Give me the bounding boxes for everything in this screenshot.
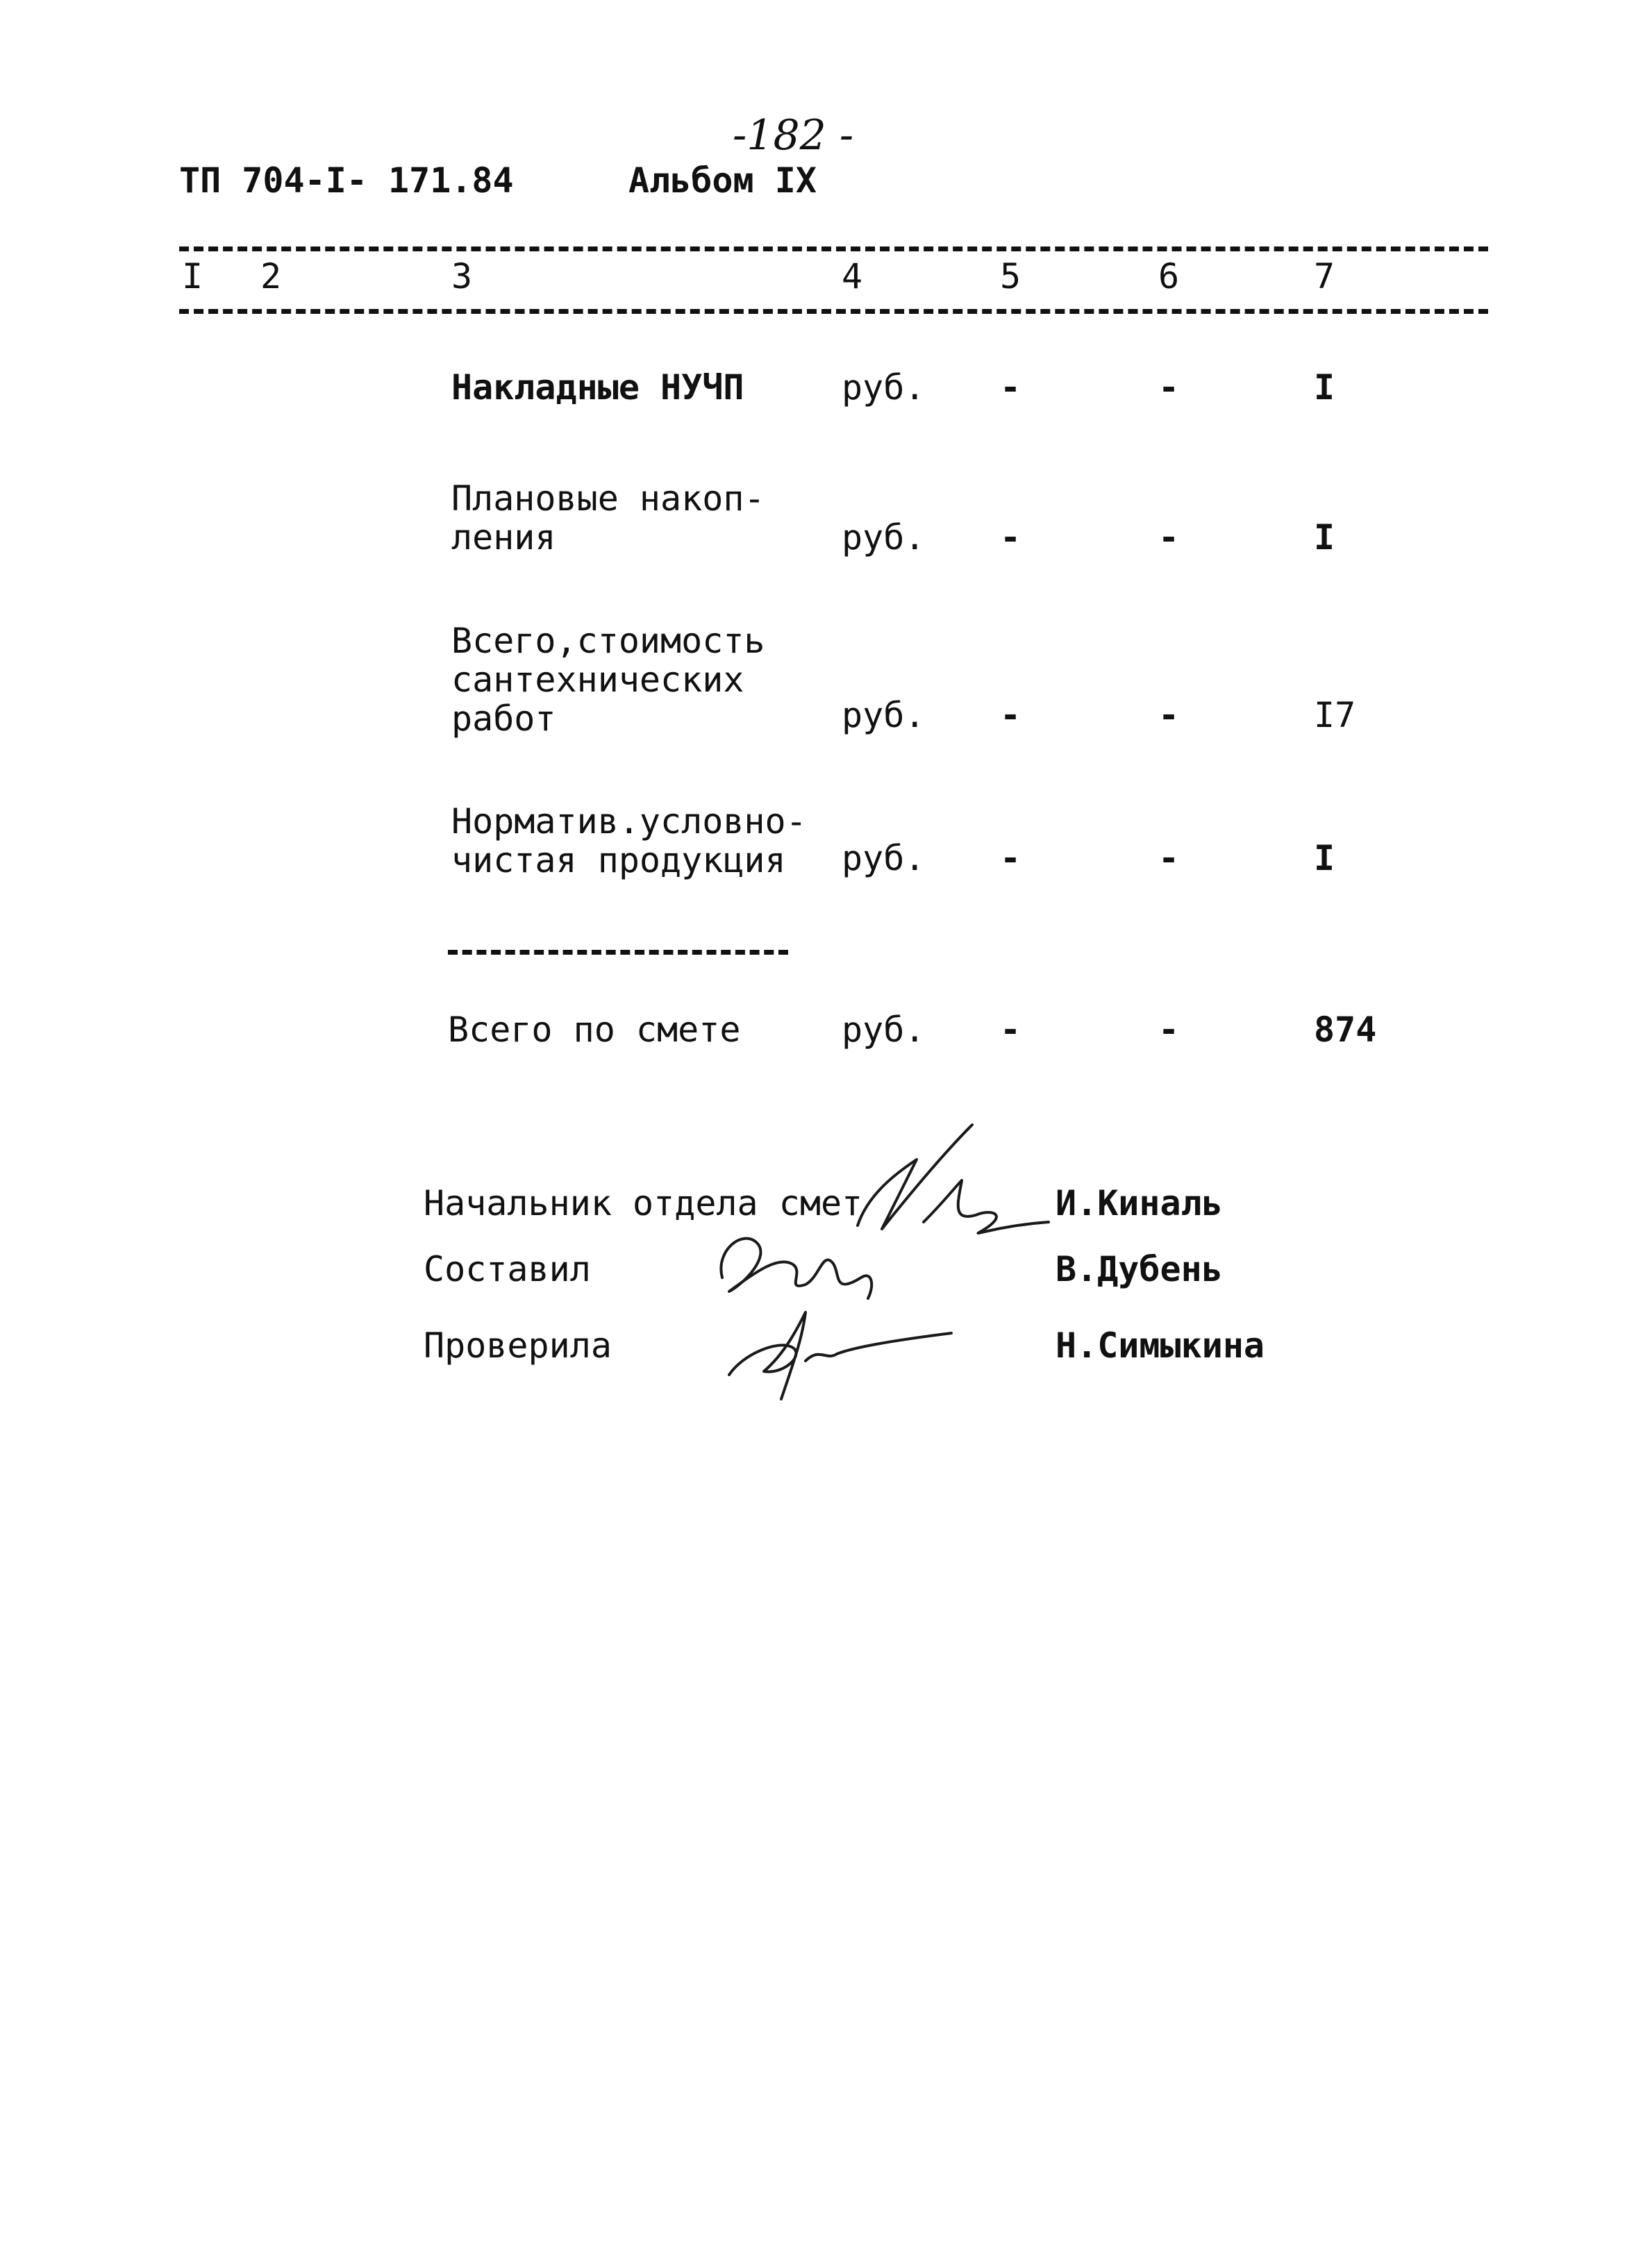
row-col5: - [1000,695,1021,735]
signature-role: Составил [424,1249,591,1289]
row-col7: I [1314,367,1335,408]
column-header-5: 5 [1000,256,1021,296]
handwritten-signature-2 [701,1208,896,1312]
row-col5: - [1000,838,1021,878]
total-name: Всего по смете [448,1010,741,1050]
row-col7: I [1314,838,1335,878]
total-col5: - [1000,1010,1021,1050]
row-col7: I7 [1314,695,1356,735]
signature-name: В.Дубень [1056,1249,1223,1289]
row-name: Норматив.условно- чистая продукция [451,801,807,880]
handwritten-signature-3 [715,1298,958,1403]
row-unit: руб. [842,838,926,878]
column-header-3: 3 [451,256,473,296]
total-col7: 874 [1314,1010,1377,1050]
album-label: Альбом IX [628,160,817,201]
total-separator [448,950,788,955]
column-header-6: 6 [1158,256,1180,296]
row-col6: - [1158,517,1180,558]
row-col5: - [1000,367,1021,408]
row-col6: - [1158,838,1180,878]
signature-name: И.Киналь [1056,1183,1223,1223]
row-name: Плановые накоп- ления [451,478,765,558]
row-unit: руб. [842,517,926,558]
column-header-4: 4 [842,256,863,296]
row-col5: - [1000,517,1021,558]
signature-role: Начальник отдела смет [424,1183,863,1223]
row-name: Всего,стоимость сантехнических работ [451,621,765,739]
table-header-rule [179,309,1488,314]
column-header-1: I [182,256,203,296]
signature-name: Н.Симыкина [1056,1325,1265,1366]
row-unit: руб. [842,695,926,735]
row-col6: - [1158,367,1180,408]
row-col6: - [1158,695,1180,735]
row-name: Накладные НУЧП [451,367,744,408]
total-unit: руб. [842,1010,926,1050]
table-top-rule [179,246,1488,251]
document-code: ТП 704-I- 171.84 [179,160,514,201]
signature-role: Проверила [424,1325,612,1366]
row-unit: руб. [842,367,926,408]
total-col6: - [1158,1010,1180,1050]
page-number: -182 - [733,111,854,160]
column-header-7: 7 [1314,256,1335,296]
row-col7: I [1314,517,1335,558]
column-header-2: 2 [260,256,282,296]
